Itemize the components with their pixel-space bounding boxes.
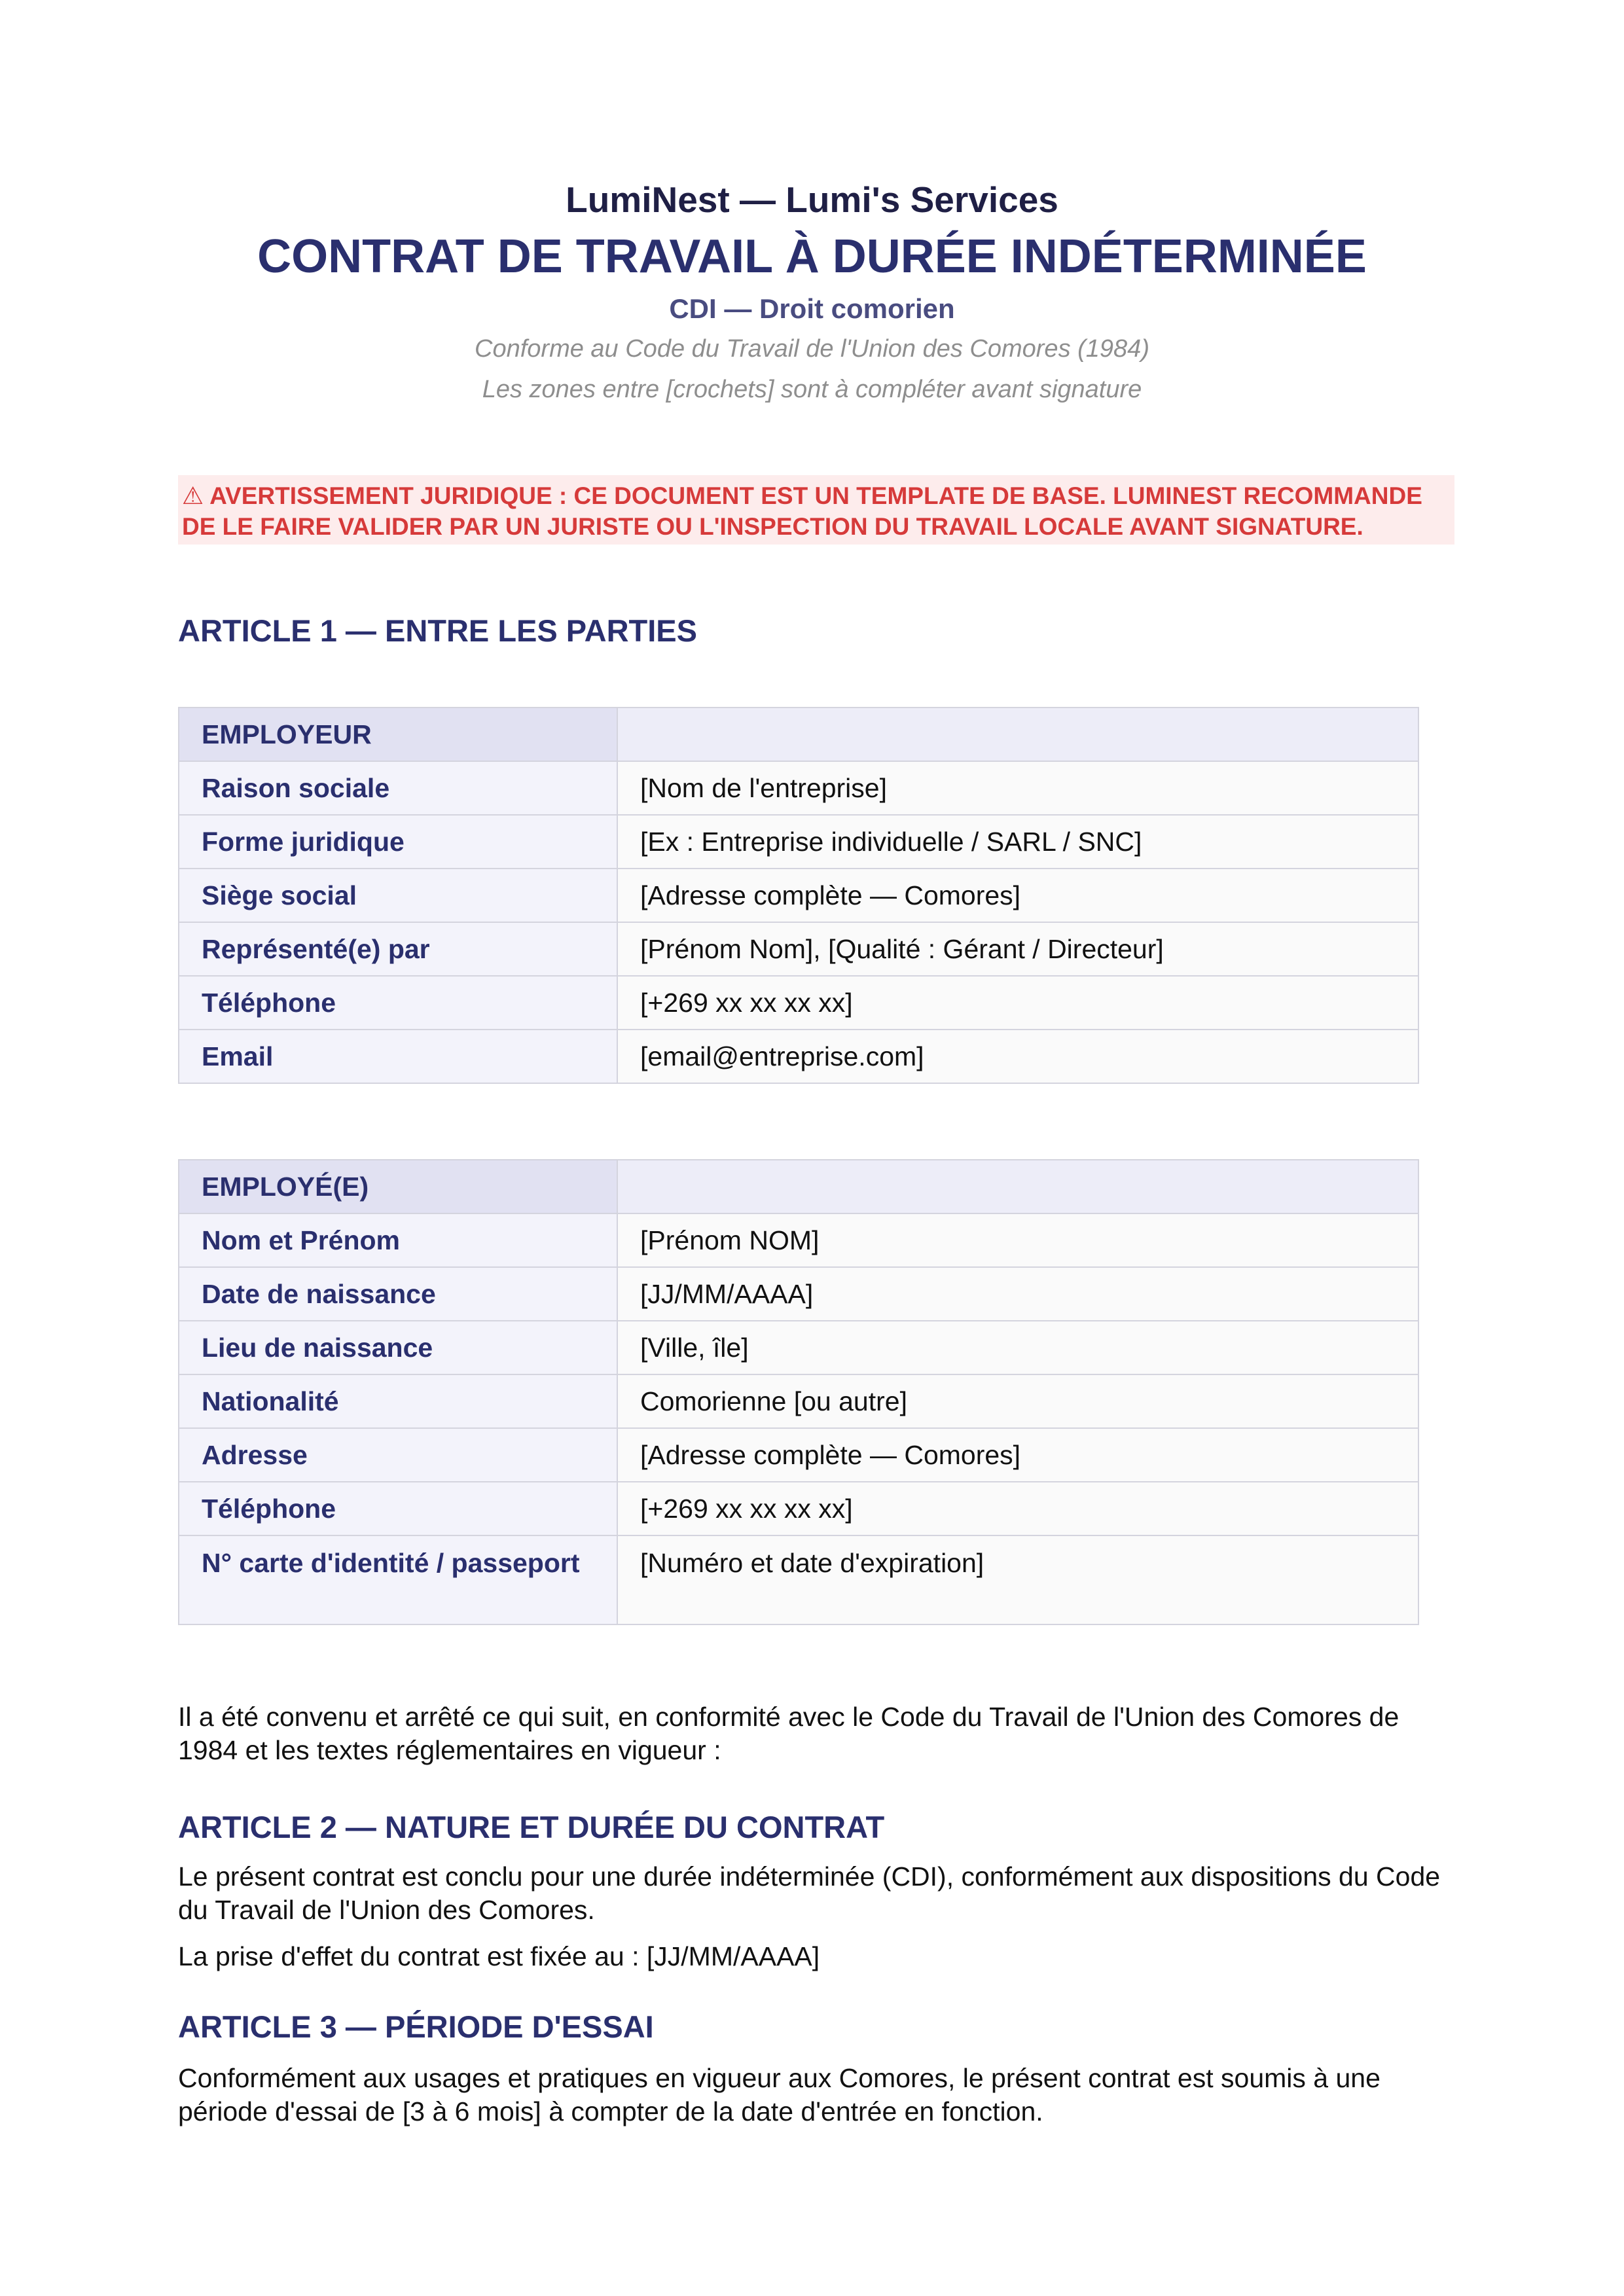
employer-heading: EMPLOYEUR — [179, 708, 617, 761]
row-label: Téléphone — [179, 976, 617, 1030]
article-3-paragraph-1: Conformément aux usages et pratiques en vigueur aux Comores, le présent contrat est soumis à une période d'essai de [3 à 6 mois] à compter de la date d'entrée en fonction. — [178, 2063, 1380, 2126]
table-row — [179, 708, 1418, 761]
row-label: Nationalité — [179, 1374, 617, 1428]
article-3-title: ARTICLE 3 — PÉRIODE D'ESSAI — [178, 2009, 654, 2044]
table-row — [179, 1160, 1418, 1213]
table-row — [179, 922, 1418, 976]
row-label: Représenté(e) par — [179, 922, 617, 976]
row-value: [+269 xx xx xx xx] — [617, 1482, 1418, 1535]
table-row — [179, 1535, 1418, 1624]
row-value: [Adresse complète — Comores] — [617, 869, 1418, 922]
article-2-paragraph-1: Le présent contrat est conclu pour une durée indéterminée (CDI), conformément aux dispositions du Code du Travail de l'Union des Comores. — [178, 1861, 1441, 1925]
table-row — [179, 1267, 1418, 1321]
brackets-note: Les zones entre [crochets] sont à compléter avant signature — [482, 376, 1142, 403]
row-label: N° carte d'identité / passeport — [179, 1535, 617, 1624]
table-row — [179, 1030, 1418, 1083]
row-value: [Prénom Nom], [Qualité : Gérant / Directeur] — [617, 922, 1418, 976]
document-header — [0, 177, 1624, 410]
table-row — [179, 761, 1418, 815]
article-2-title: ARTICLE 2 — NATURE ET DURÉE DU CONTRAT — [178, 1810, 885, 1844]
company-name: LumiNest — Lumi's Services — [566, 179, 1058, 220]
row-value: [+269 xx xx xx xx] — [617, 976, 1418, 1030]
document-title: CONTRAT DE TRAVAIL À DURÉE INDÉTERMINÉE — [257, 230, 1367, 283]
table-row — [179, 976, 1418, 1030]
row-label: Siège social — [179, 869, 617, 922]
row-value: [Ville, île] — [617, 1321, 1418, 1374]
row-label: Adresse — [179, 1428, 617, 1482]
document-subtitle: CDI — Droit comorien — [669, 293, 955, 324]
conformity-note: Conforme au Code du Travail de l'Union des Comores (1984) — [475, 335, 1149, 363]
table-row — [179, 1374, 1418, 1428]
row-value: [Nom de l'entreprise] — [617, 761, 1418, 815]
article-1-title: ARTICLE 1 — ENTRE LES PARTIES — [178, 613, 697, 648]
employee-table — [178, 1159, 1419, 1625]
legal-warning: ⚠ AVERTISSEMENT JURIDIQUE : CE DOCUMENT EST UN TEMPLATE DE BASE. LUMINEST RECOMMANDE DE LE FAIRE VALIDER PAR UN JURISTE OU L'INSPECTION DU TRAVAIL LOCALE AVANT SIGNATURE. — [178, 475, 1454, 545]
employee-heading: EMPLOYÉ(E) — [179, 1160, 617, 1213]
row-value: [Prénom NOM] — [617, 1213, 1418, 1267]
row-value: [Adresse complète — Comores] — [617, 1428, 1418, 1482]
row-value: [Ex : Entreprise individuelle / SARL / SNC] — [617, 815, 1418, 869]
article-2-paragraph-2: La prise d'effet du contrat est fixée au : [JJ/MM/AAAA] — [178, 1941, 820, 1971]
row-value: [Numéro et date d'expiration] — [617, 1535, 1418, 1624]
table-row — [179, 1428, 1418, 1482]
row-value: [email@entreprise.com] — [617, 1030, 1418, 1083]
table-cell — [617, 1160, 1418, 1213]
row-label: Lieu de naissance — [179, 1321, 617, 1374]
table-cell — [617, 708, 1418, 761]
row-label: Téléphone — [179, 1482, 617, 1535]
row-value: Comorienne [ou autre] — [617, 1374, 1418, 1428]
row-label: Date de naissance — [179, 1267, 617, 1321]
row-label: Nom et Prénom — [179, 1213, 617, 1267]
table-row — [179, 1213, 1418, 1267]
row-label: Forme juridique — [179, 815, 617, 869]
row-label: Raison sociale — [179, 761, 617, 815]
table-row — [179, 1482, 1418, 1535]
table-row — [179, 815, 1418, 869]
row-label: Email — [179, 1030, 617, 1083]
agreement-paragraph: Il a été convenu et arrêté ce qui suit, en conformité avec le Code du Travail de l'Union des Comores de 1984 et les textes réglementaires en vigueur : — [178, 1702, 1399, 1765]
table-row — [179, 1321, 1418, 1374]
employer-table — [178, 707, 1419, 1084]
table-row — [179, 869, 1418, 922]
row-value: [JJ/MM/AAAA] — [617, 1267, 1418, 1321]
